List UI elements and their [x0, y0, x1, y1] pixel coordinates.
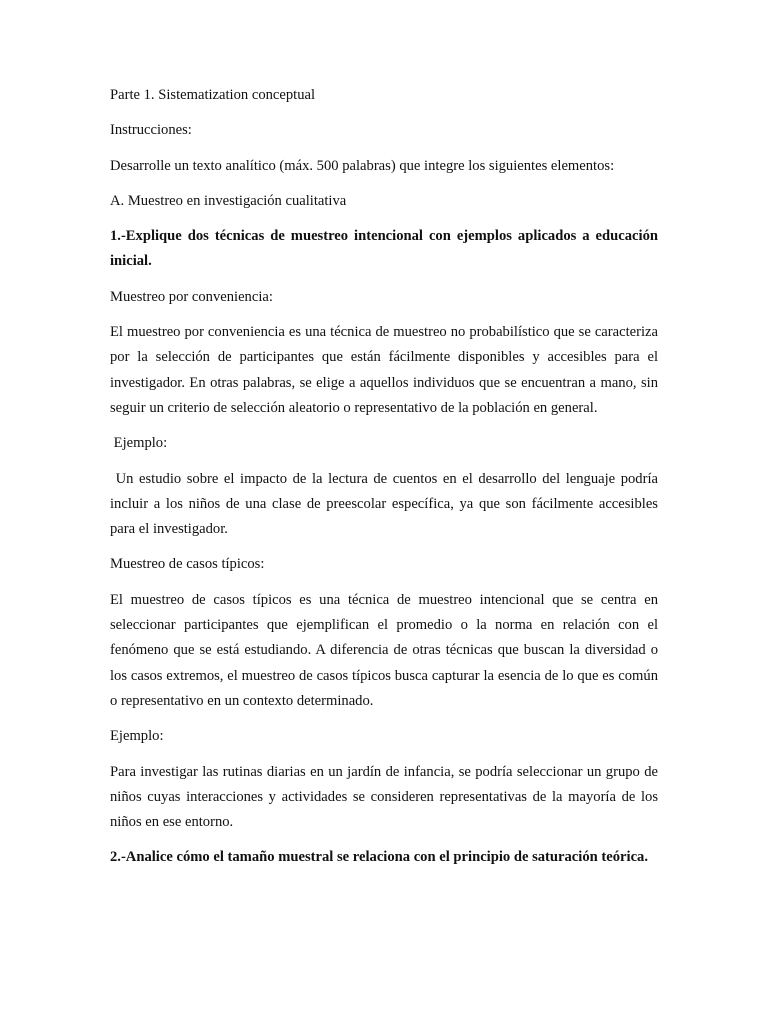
- example-2-text: Para investigar las rutinas diarias en un jardín de infancia, se podría seleccionar un grupo de niños cuyas interacciones y actividades se consideren representativas de la mayoría de los niños en ese entorno.: [110, 763, 658, 831]
- convenience-sampling-title: Muestreo por conveniencia:: [110, 288, 273, 305]
- instructions-label: Instrucciones:: [110, 122, 192, 139]
- typical-cases-text: El muestreo de casos típicos es una técnica de muestreo intencional que se centra en seleccionar participantes que ejemplifican el promedio o la norma en relación con el fenómeno que se está estudiando. A diferencia de otras técnicas que buscan la diversidad o los casos extremos, el muestreo de casos típicos busca capturar la esencia de lo que es común o representativo en un contexto determinado.: [110, 591, 658, 709]
- example-1-text: Un estudio sobre el impacto de la lectura de cuentos en el desarrollo del lenguaje podría incluir a los niños de una clase de preescolar específica, ya que son fácilmente accesibles para el investigador.: [110, 470, 662, 538]
- section-a-title: A. Muestreo en investigación cualitativa: [110, 192, 347, 209]
- example-2-label: Ejemplo:: [110, 728, 164, 745]
- document-body: [110, 83, 662, 881]
- question-1: 1.-Explique dos técnicas de muestreo intencional con ejemplos aplicados a educación inicial.: [110, 228, 658, 270]
- typical-cases-title: Muestreo de casos típicos:: [110, 556, 265, 573]
- example-1-label: Ejemplo:: [110, 435, 168, 452]
- convenience-sampling-text: El muestreo por conveniencia es una técnica de muestreo no probabilístico que se caracteriza por la selección de participantes que están fácilmente disponibles y accesibles para el investigador. En otras palabras, se elige a aquellos individuos que se encuentran a mano, sin seguir un criterio de selección aleatorio o representativo de la población en general.: [110, 324, 658, 416]
- instructions-text: Desarrolle un texto analítico (máx. 500 palabras) que integre los siguientes elementos:: [110, 157, 615, 174]
- document-heading: Parte 1. Sistematization conceptual: [110, 87, 316, 103]
- question-2: 2.-Analice cómo el tamaño muestral se relaciona con el principio de saturación teórica.: [110, 849, 648, 866]
